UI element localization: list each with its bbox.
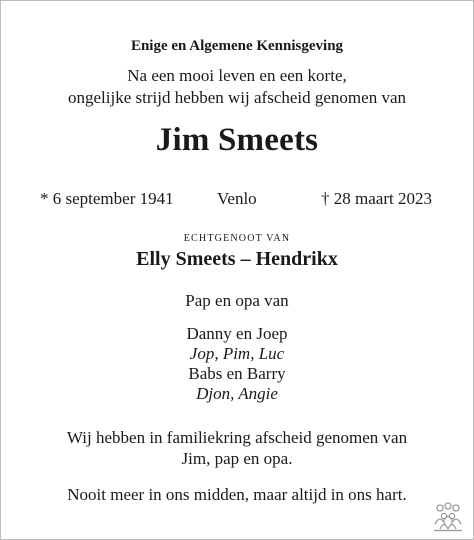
final-line: Nooit meer in ons midden, maar altijd in ons hart.: [67, 485, 407, 504]
grandchildren-names: Djon, Angie: [196, 384, 278, 403]
grandchildren-names: Jop, Pim, Luc: [189, 344, 285, 363]
spouse-label: ECHTGENOOT VAN: [183, 233, 291, 244]
place: Venlo: [217, 189, 257, 208]
deceased-name: Jim Smeets: [155, 122, 319, 158]
closing-line-2: Jim, pap en opa.: [181, 449, 293, 468]
birth-date: * 6 september 1941: [40, 189, 174, 208]
intro-line-1: Na een mooi leven en een korte,: [127, 66, 347, 85]
children-names: Danny en Joep: [186, 324, 288, 343]
spouse-name: Elly Smeets – Hendrikx: [136, 248, 338, 270]
family-figures-icon: [431, 502, 465, 532]
children-names: Babs en Barry: [188, 364, 286, 383]
family-intro: Pap en opa van: [185, 291, 289, 310]
notice-heading: Enige en Algemene Kennisgeving: [130, 38, 344, 54]
death-date: † 28 maart 2023: [321, 189, 432, 208]
intro-line-2: ongelijke strijd hebben wij afscheid genomen van: [67, 88, 407, 107]
closing-line-1: Wij hebben in familiekring afscheid genomen van: [66, 428, 408, 447]
